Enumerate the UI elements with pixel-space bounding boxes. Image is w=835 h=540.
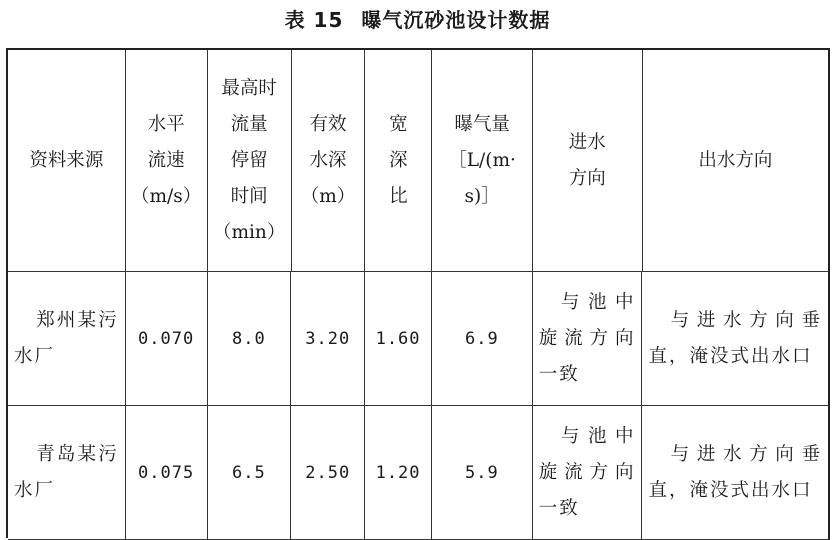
- cell-retention: 6.5: [208, 406, 292, 540]
- cell-inlet: 与池中旋流方向一致: [533, 272, 643, 406]
- header-outlet: 出水方向: [643, 50, 830, 272]
- header-inlet: 进水 方向: [533, 50, 643, 272]
- header-ratio: 宽 深 比: [365, 50, 432, 272]
- cell-inlet: 与池中旋流方向一致: [533, 406, 643, 540]
- cell-velocity: 0.070: [126, 272, 208, 406]
- cell-depth: 3.20: [291, 272, 365, 406]
- cell-source: 青岛某污水厂: [8, 406, 126, 540]
- cell-source: 郑州某污水厂: [8, 272, 126, 406]
- header-aeration: 曝气量 ［L/(m· s)］: [432, 50, 533, 272]
- cell-aeration: 6.9: [432, 272, 533, 406]
- data-table: [6, 48, 830, 538]
- cell-outlet: 与进水方向垂直，淹没式出水口: [642, 272, 830, 406]
- cell-outlet: 与进水方向垂直，淹没式出水口: [642, 406, 830, 540]
- header-depth: 有效 水深 （m）: [292, 50, 366, 272]
- cell-ratio: 1.60: [365, 272, 432, 406]
- table-caption: 曝气沉砂池设计数据: [361, 8, 551, 32]
- cell-ratio: 1.20: [365, 406, 432, 540]
- header-velocity: 水平 流速 （m/s）: [126, 50, 208, 272]
- table-header-row: [8, 50, 830, 272]
- header-source: 资料来源: [8, 50, 126, 272]
- table-title: [0, 4, 835, 33]
- table-row: [8, 272, 830, 406]
- table-number: 表 15: [284, 8, 344, 32]
- cell-aeration: 5.9: [432, 406, 533, 540]
- cell-velocity: 0.075: [126, 406, 208, 540]
- header-retention: 最高时 流量 停留 时间 （min）: [208, 50, 292, 272]
- cell-retention: 8.0: [208, 272, 292, 406]
- cell-depth: 2.50: [291, 406, 365, 540]
- table-row: [8, 406, 830, 540]
